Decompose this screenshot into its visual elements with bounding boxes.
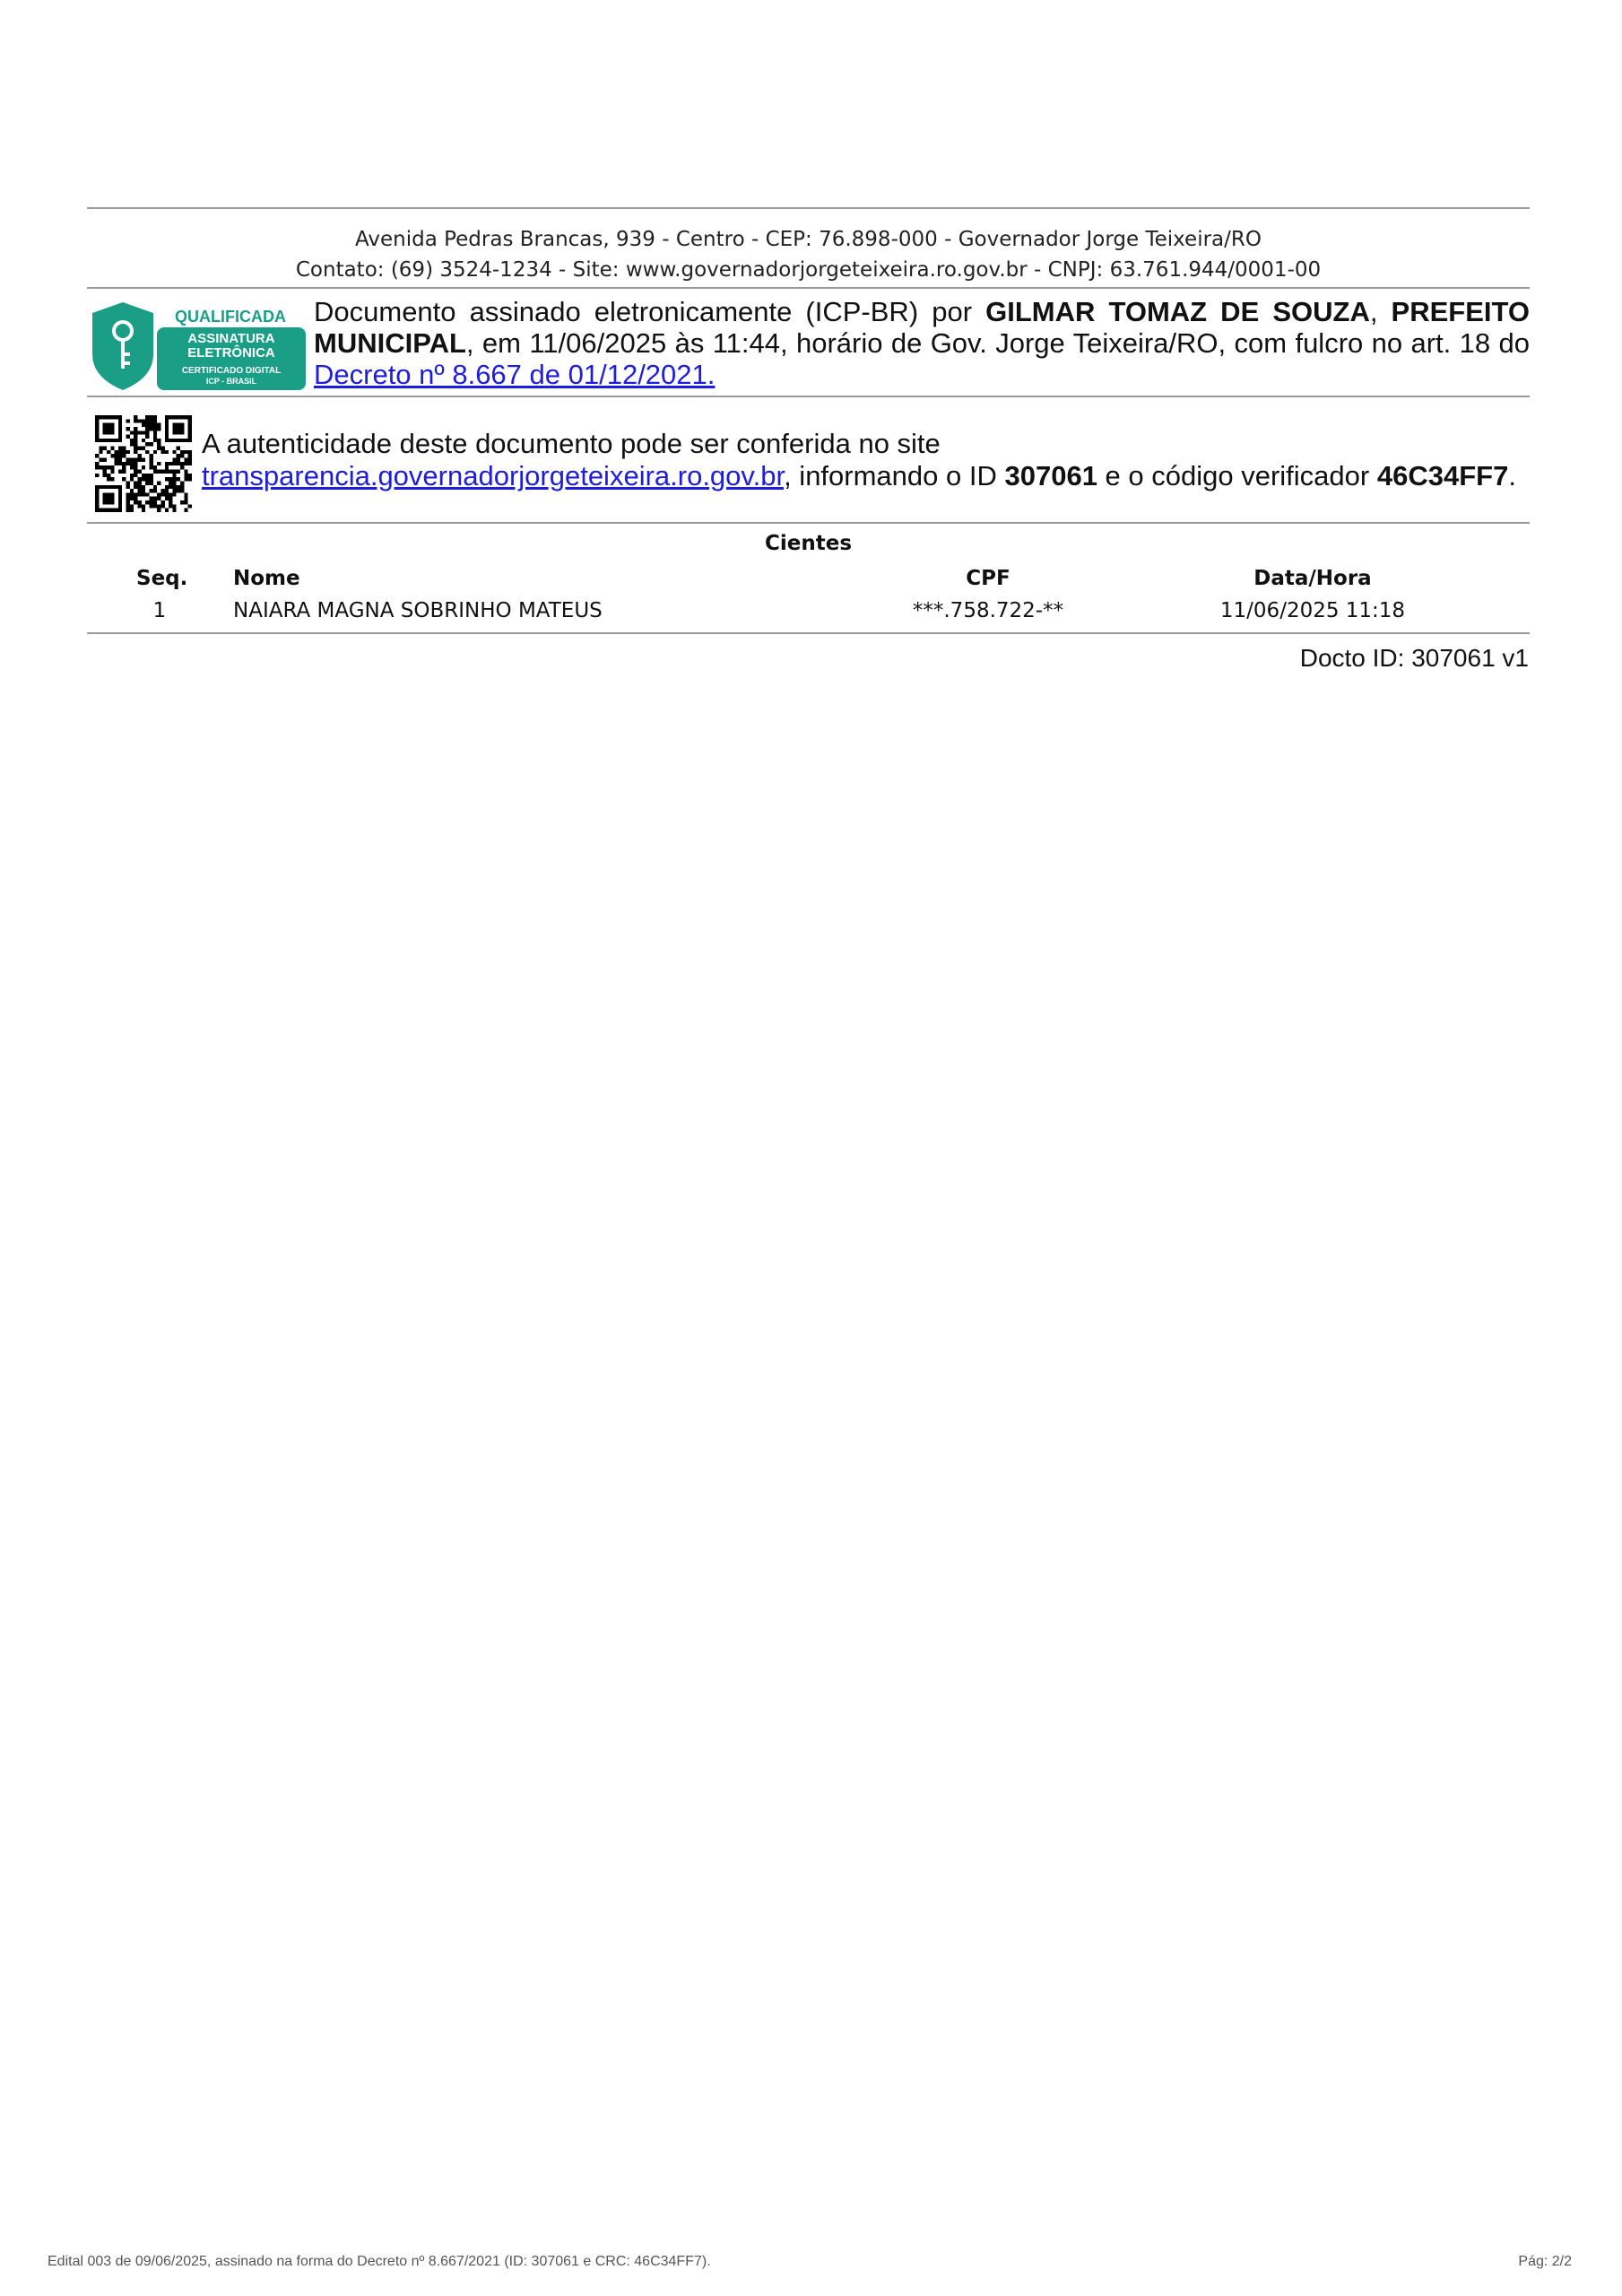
top-rule [87,207,1530,209]
qr-code [95,415,192,512]
cientes-title: Cientes [764,532,853,555]
cell-nome: NAIARA MAGNA SOBRINHO MATEUS [233,599,603,622]
docto-id: Docto ID: 307061 v1 [1299,644,1529,672]
signature-statement: Documento assinado eletronicamente (ICP-BR) por GILMAR TOMAZ DE SOUZA, PREFEITO MUNICIPAL, em 11/06/2025 às 11:44, horário de Gov. Jorge Teixeira/RO, com fulcro no art. 18 do Decreto nº 8.667 de 01/12/2021. [314,296,1530,390]
transparency-site-link[interactable]: transparencia.governadorjorgeteixeira.ro.gov.br [202,460,785,491]
signer-name: GILMAR TOMAZ DE SOUZA [985,296,1370,327]
table-bottom-rule [87,632,1530,634]
footer-text: Edital 003 de 09/06/2025, assinado na forma do Decreto nº 8.667/2021 (ID: 307061 e CRC: 46C34FF7). [48,2254,711,2269]
column-header-nome: Nome [233,567,300,590]
column-header-datahora: Data/Hora [1253,567,1372,590]
cell-cpf: ***.758.722-** [912,599,1064,622]
authenticity-statement: A autenticidade deste documento pode ser conferida no site transparencia.governadorjorgeteixeira.ro.gov.br, informando o ID 307061 e o código verificador 46C34FF7. [202,428,1516,491]
cell-seq: 1 [152,599,167,622]
column-header-seq: Seq. [136,567,188,590]
page-number: Pág: 2/2 [1518,2254,1572,2269]
badge-line-3: ELETRÔNICA [187,345,275,361]
header-bottom-rule [87,287,1530,289]
badge-line-4: CERTIFICADO DIGITAL [181,366,282,376]
authenticity-bottom-rule [87,522,1530,524]
badge-line-1: QUALIFICADA [175,308,286,326]
address-line: Avenida Pedras Brancas, 939 - Centro - CEP: 76.898-000 - Governador Jorge Teixeira/RO [354,228,1262,251]
badge-line-2: ASSINATURA [187,331,275,346]
contact-line: Contato: (69) 3524-1234 - Site: www.governadorjorgeteixeira.ro.gov.br - CNPJ: 63.761.944/0001-00 [295,258,1322,282]
signer-role: PREFEITO MUNICIPAL [314,296,1530,359]
qualified-signature-badge [87,299,309,392]
cell-datahora: 11/06/2025 11:18 [1219,599,1406,622]
verifier-code: 46C34FF7 [1376,460,1509,491]
document-id: 307061 [1004,460,1097,491]
decree-link[interactable]: Decreto nº 8.667 de 01/12/2021. [314,359,716,390]
column-header-cpf: CPF [966,567,1010,590]
badge-line-5: ICP - BRASIL [205,377,257,386]
signature-bottom-rule [87,396,1530,397]
